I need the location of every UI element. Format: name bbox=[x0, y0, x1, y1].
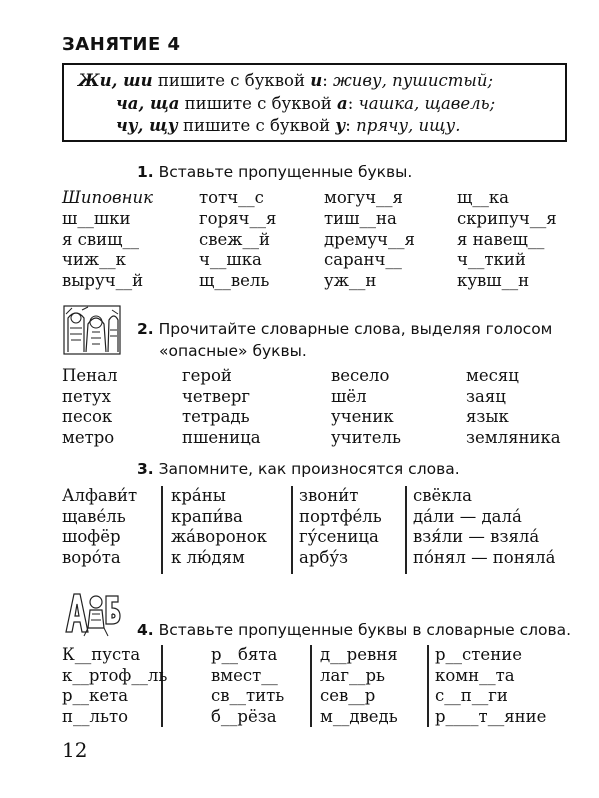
word-cell: да́ли — дала́ bbox=[413, 506, 522, 526]
word-cell: р__кета bbox=[62, 686, 129, 705]
word-cell: воро́та bbox=[62, 547, 121, 567]
word-cell: по́нял — поняла́ bbox=[413, 547, 556, 567]
column-divider bbox=[161, 486, 163, 574]
word-cell: месяц bbox=[466, 366, 519, 385]
word-cell: р__бята bbox=[211, 645, 278, 664]
word-cell: К__пуста bbox=[62, 645, 141, 664]
word-cell: св__тить bbox=[211, 686, 285, 705]
word-cell: ч__шка bbox=[199, 250, 262, 270]
word-cell: жа́воронок bbox=[171, 527, 267, 546]
word-cell: кра́ны bbox=[171, 486, 226, 505]
rule-line-1: Жи, ши пишите с буквой и: живу, пушистый; bbox=[78, 71, 494, 90]
word-cell: я свищ__ bbox=[62, 229, 140, 249]
word-cell: пшеница bbox=[182, 427, 261, 447]
word-cell: п__льто bbox=[62, 706, 129, 726]
word-cell: м__дведь bbox=[320, 706, 398, 726]
task2-instruction-line2: «опасные» буквы. bbox=[159, 342, 307, 360]
word-cell: уж__н bbox=[324, 271, 377, 291]
word-cell: ш__шки bbox=[62, 208, 131, 228]
word-cell: весело bbox=[331, 366, 390, 385]
rule-line-3: чу, щу пишите с буквой у: прячу, ищу. bbox=[116, 116, 461, 135]
word-cell: д__ревня bbox=[320, 645, 398, 664]
illustration-children-icon bbox=[62, 304, 122, 356]
word-cell: могуч__я bbox=[324, 188, 403, 207]
word-cell: язык bbox=[466, 407, 509, 426]
page-number: 12 bbox=[62, 738, 88, 762]
word-cell: б__рёза bbox=[211, 706, 277, 726]
word-cell: горяч__я bbox=[199, 208, 277, 228]
word-cell: сев__р bbox=[320, 686, 376, 705]
task2-instruction-line1: 2. Прочитайте словарные слова, выделяя голосом bbox=[137, 320, 553, 338]
word-cell: чиж__к bbox=[62, 250, 126, 270]
word-cell: свеж__й bbox=[199, 229, 270, 249]
page-title: ЗАНЯТИЕ 4 bbox=[62, 34, 181, 55]
word-cell: щ__вель bbox=[199, 271, 270, 291]
word-cell: саранч__ bbox=[324, 250, 402, 270]
word-cell: вмест__ bbox=[211, 665, 278, 685]
word-cell: герой bbox=[182, 366, 232, 385]
word-cell: учитель bbox=[331, 427, 401, 447]
word-cell: метро bbox=[62, 427, 115, 447]
word-cell: я навещ__ bbox=[457, 229, 545, 249]
word-cell: ученик bbox=[331, 407, 394, 426]
column-divider bbox=[291, 486, 293, 574]
word-cell: лаг__рь bbox=[320, 665, 386, 685]
word-cell: щ__ка bbox=[457, 188, 509, 207]
word-cell: гу́сеница bbox=[299, 527, 379, 546]
rule-line-2: ча, ща пишите с буквой а: чашка, щавель; bbox=[116, 94, 496, 113]
word-cell: Пенал bbox=[62, 366, 118, 385]
task4-instruction: 4. Вставьте пропущенные буквы в словарные слова. bbox=[137, 621, 572, 639]
word-cell: выруч__й bbox=[62, 271, 144, 291]
word-cell: к__ртоф__ль bbox=[62, 665, 168, 685]
column-divider bbox=[427, 645, 429, 727]
word-cell: тетрадь bbox=[182, 407, 250, 426]
word-cell: кувш__н bbox=[457, 271, 530, 291]
word-cell: р__стение bbox=[435, 645, 522, 664]
word-cell: Алфави́т bbox=[62, 486, 138, 505]
word-cell: земляника bbox=[466, 427, 561, 447]
word-cell: портфе́ль bbox=[299, 506, 382, 526]
word-cell: звони́т bbox=[299, 486, 359, 505]
word-cell: арбу́з bbox=[299, 547, 349, 567]
column-divider bbox=[405, 486, 407, 574]
word-cell: р____т__яние bbox=[435, 706, 547, 726]
word-cell: крапи́ва bbox=[171, 506, 243, 526]
word-cell: четверг bbox=[182, 386, 251, 406]
word-cell: шофёр bbox=[62, 527, 121, 546]
word-cell: к лю́дям bbox=[171, 547, 245, 567]
column-divider bbox=[310, 645, 312, 727]
word-cell: Шиповник bbox=[62, 188, 153, 207]
word-cell: песок bbox=[62, 407, 113, 426]
illustration-letters-icon bbox=[62, 588, 122, 638]
word-cell: шёл bbox=[331, 386, 367, 406]
word-cell: петух bbox=[62, 386, 111, 406]
word-cell: тотч__с bbox=[199, 188, 264, 207]
word-cell: дремуч__я bbox=[324, 229, 415, 249]
task1-instruction: 1. Вставьте пропущенные буквы. bbox=[137, 163, 413, 181]
word-cell: скрипуч__я bbox=[457, 208, 557, 228]
word-cell: заяц bbox=[466, 386, 506, 406]
column-divider bbox=[161, 645, 163, 727]
rule-box bbox=[62, 63, 567, 142]
word-cell: свёкла bbox=[413, 486, 472, 505]
word-cell: взя́ли — взяла́ bbox=[413, 527, 540, 546]
word-cell: комн__та bbox=[435, 665, 515, 685]
word-cell: с__п__ги bbox=[435, 686, 508, 705]
word-cell: тиш__на bbox=[324, 208, 397, 228]
task3-instruction: 3. Запомните, как произносятся слова. bbox=[137, 460, 460, 478]
word-cell: щаве́ль bbox=[62, 506, 126, 526]
word-cell: ч__ткий bbox=[457, 250, 526, 270]
